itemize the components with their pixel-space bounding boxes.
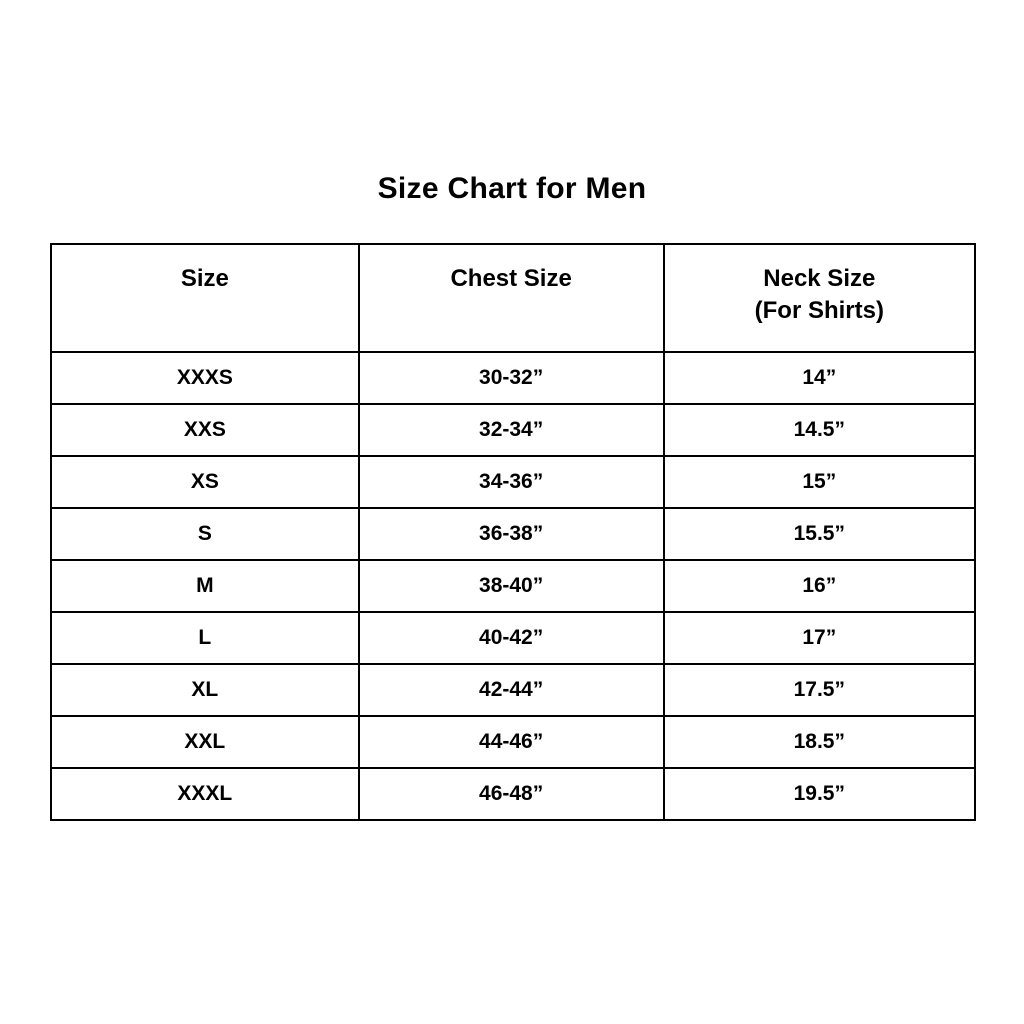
size-chart-table <box>50 243 976 821</box>
table-body <box>51 352 975 820</box>
chest-size-cell: 32-34” <box>359 404 664 456</box>
column-header-neck-size <box>664 244 975 352</box>
size-cell: XL <box>51 664 359 716</box>
chest-size-cell: 36-38” <box>359 508 664 560</box>
size-cell: XXS <box>51 404 359 456</box>
size-cell: XXXL <box>51 768 359 820</box>
neck-size-cell: 17” <box>664 612 975 664</box>
column-header-chest-size <box>359 244 664 352</box>
table-header <box>51 244 975 352</box>
table-row <box>51 716 975 768</box>
size-cell: XS <box>51 456 359 508</box>
header-row <box>51 244 975 352</box>
table-row <box>51 352 975 404</box>
column-header-neck-size-sublabel: (For Shirts) <box>754 297 884 324</box>
table-row <box>51 456 975 508</box>
column-header-neck-size-label: Neck Size <box>763 265 876 292</box>
chest-size-cell: 42-44” <box>359 664 664 716</box>
neck-size-cell: 17.5” <box>664 664 975 716</box>
neck-size-cell: 15” <box>664 456 975 508</box>
table-row <box>51 664 975 716</box>
table-row <box>51 404 975 456</box>
size-cell: L <box>51 612 359 664</box>
column-header-chest-size-label: Chest Size <box>450 265 572 292</box>
chest-size-cell: 38-40” <box>359 560 664 612</box>
size-cell: S <box>51 508 359 560</box>
column-header-size-label: Size <box>180 265 229 292</box>
size-cell: XXXS <box>51 352 359 404</box>
column-header-size <box>51 244 359 352</box>
chest-size-cell: 34-36” <box>359 456 664 508</box>
neck-size-cell: 16” <box>664 560 975 612</box>
table-row <box>51 768 975 820</box>
chest-size-cell: 30-32” <box>359 352 664 404</box>
neck-size-cell: 14” <box>664 352 975 404</box>
neck-size-cell: 14.5” <box>664 404 975 456</box>
table-row <box>51 508 975 560</box>
size-cell: M <box>51 560 359 612</box>
chest-size-cell: 40-42” <box>359 612 664 664</box>
chest-size-cell: 46-48” <box>359 768 664 820</box>
neck-size-cell: 15.5” <box>664 508 975 560</box>
table-row <box>51 560 975 612</box>
size-cell: XXL <box>51 716 359 768</box>
neck-size-cell: 18.5” <box>664 716 975 768</box>
neck-size-cell: 19.5” <box>664 768 975 820</box>
chest-size-cell: 44-46” <box>359 716 664 768</box>
table-row <box>51 612 975 664</box>
page-title: Size Chart for Men <box>377 172 647 205</box>
